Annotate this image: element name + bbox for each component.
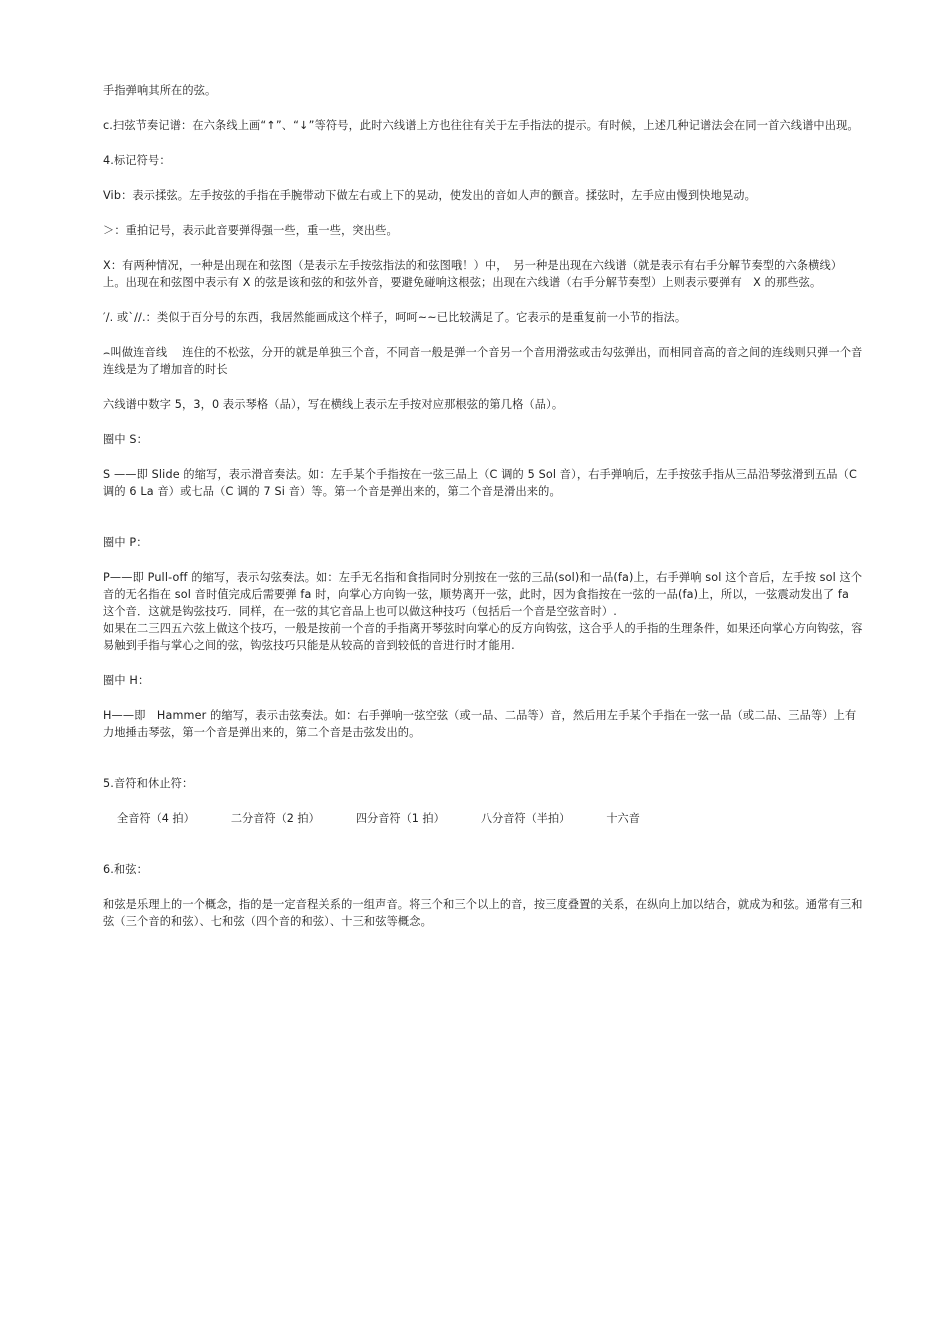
paragraph: 和弦是乐理上的一个概念，指的是一定音程关系的一组声音。将三个和三个以上的音，按三度叠置的关系，在纵向上加以结合，就成为和弦。通常有三和弦（三个音的和弦）、七和弦（四个音的和弦）、十三和弦等概念。: [103, 898, 863, 928]
paragraph: ⌢叫做连音线 连住的不松弦，分开的就是单独三个音，不同音一般是弹一个音另一个音用滑弦或击勾弦弹出，而相同音高的音之间的连线则只弹一个音连线是为了增加音的时长: [103, 346, 863, 376]
paragraph: 如果在二三四五六弦上做这个技巧，一般是按前一个音的手指离开琴弦时向掌心的反方向钩弦，这合乎人的手指的生理条件，如果还向掌心方向钩弦，容易触到手指与掌心之间的弦，钩弦技巧只能是从较高的音到较低的音进行时才能用.: [103, 622, 863, 652]
paragraph: c.扫弦节奏记谱：在六条线上画“↑”、“↓”等符号，此时六线谱上方也往往有关于左手指法的提示。有时候，上述几种记谱法会在同一首六线谱中出现。: [103, 119, 859, 132]
section-heading: 5.音符和休止符：: [103, 777, 194, 790]
subheading: 圈中 H：: [103, 674, 150, 687]
note-value-label: 八分音符（半拍）: [480, 812, 571, 825]
paragraph: 手指弹响其所在的弦。: [103, 84, 217, 97]
note-value-label: 二分音符（2 拍）: [230, 812, 320, 825]
section-heading: 6.和弦：: [103, 863, 148, 876]
paragraph: Vib：表示揉弦。左手按弦的手指在手腕带动下做左右或上下的晃动，使发出的音如人声的颤音。揉弦时，左手应由慢到快地晃动。: [103, 189, 756, 202]
paragraph: P——即 Pull-off 的缩写，表示勾弦奏法。如：左手无名指和食指同时分别按在一弦的三品(sol)和一品(fa)上，右手弹响 sol 这个音后，左手按 sol 这个音的无名指在 sol 音时值完成后需要弹 fa 时，向掌心方向钩一弦，顺势离开一弦，此时，因为食指按在一弦的一品(fa)上，所以，一弦震动发出了 fa 这个音．这就是钩弦技巧．同样，在一弦的其它音品上也可以做这种技巧（包括后一个音是空弦音时）.: [103, 571, 863, 618]
document-body: [103, 82, 863, 930]
note-value-label: 四分音符（1 拍）: [355, 812, 445, 825]
paragraph: ′/. 或`//.：类似于百分号的东西，我居然能画成这个样子，呵呵~~已比较满足了。它表示的是重复前一小节的指法。: [103, 311, 687, 324]
paragraph: 六线谱中数字 5，3，0 表示琴格（品），写在横线上表示左手按对应那根弦的第几格（品）。: [103, 398, 564, 411]
section-heading: 4.标记符号：: [103, 154, 171, 167]
subheading: 圈中 P：: [103, 536, 148, 549]
paragraph: S ——即 Slide 的缩写，表示滑音奏法。如：左手某个手指按在一弦三品上（C 调的 5 Sol 音），右手弹响后，左手按弦手指从三品沿琴弦滑到五品（C 调的 6 La 音）或七品（C 调的 7 Si 音）等。第一个音是弹出来的，第二个音是滑出来的。: [103, 468, 861, 498]
note-value-label: 十六音: [606, 812, 640, 825]
subheading: 圈中 S：: [103, 433, 148, 446]
note-values-row: [103, 810, 863, 827]
note-value-label: 全音符（4 拍）: [117, 812, 195, 825]
paragraph: H——即 Hammer 的缩写，表示击弦奏法。如：右手弹响一弦空弦（或一品、二品等）音，然后用左手某个手指在一弦一品（或二品、三品等）上有力地捶击琴弦，第一个音是弹出来的，第二个音是击弦发出的。: [103, 709, 857, 739]
paragraph: X：有两种情况，一种是出现在和弦图（是表示左手按弦指法的和弦图哦！）中， 另一种是出现在六线谱（就是表示有右手分解节奏型的六条横线）上。出现在和弦图中表示有 X 的弦是该和弦的和弦外音，要避免碰响这根弦；出现在六线谱（右手分解节奏型）上则表示要弹有 X 的那些弦。: [103, 259, 843, 289]
paragraph: ＞：重拍记号，表示此音要弹得强一些，重一些，突出些。: [103, 224, 398, 237]
